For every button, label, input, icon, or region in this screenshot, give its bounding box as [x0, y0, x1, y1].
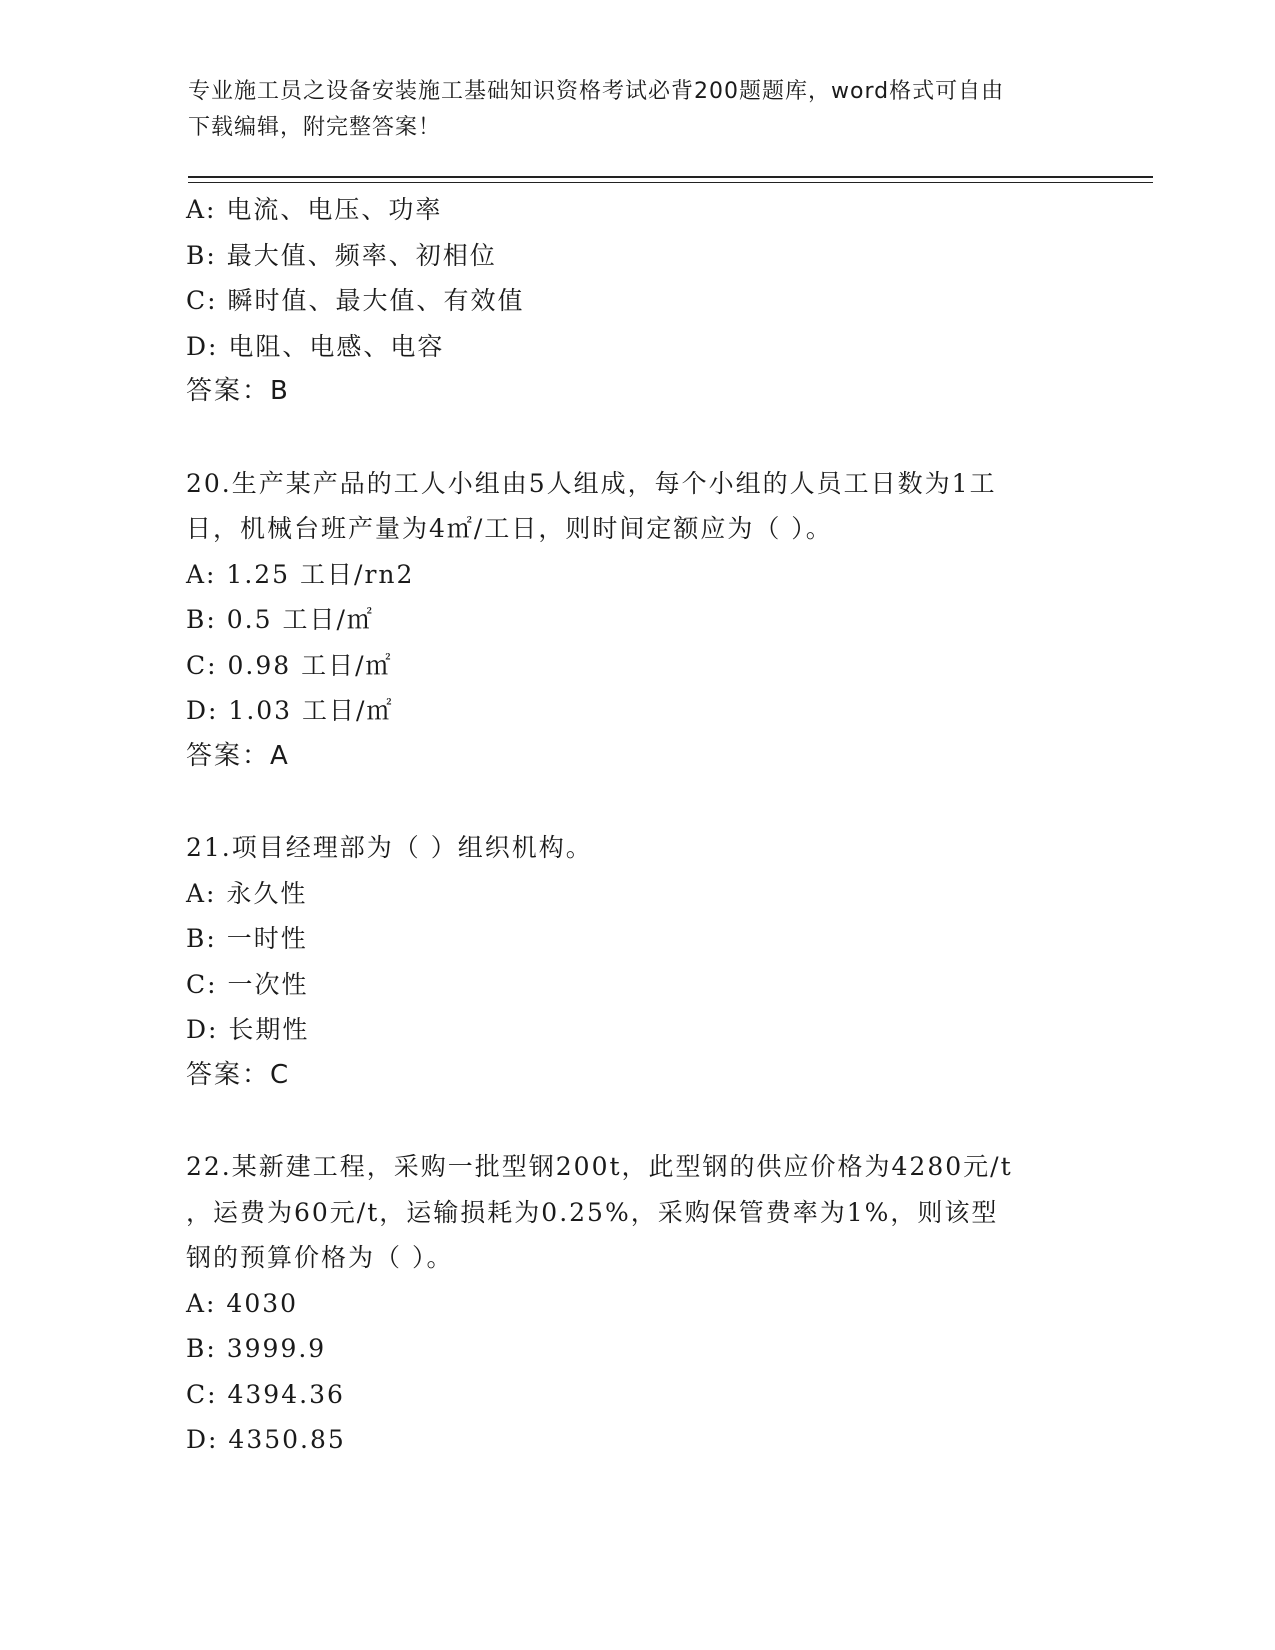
option-a: A: 电流、电压、功率 [186, 195, 443, 224]
question-text-line: 钢的预算价格为（ ）。 [186, 1243, 454, 1272]
answer: 答案：C [186, 1059, 291, 1090]
question-21 [186, 825, 1086, 1098]
question-text [186, 461, 1086, 552]
option-a: A: 4030 [186, 1288, 299, 1318]
question-text-line: 日，机械台班产量为4㎡/工日，则时间定额应为（ ）。 [186, 514, 833, 543]
option-d: D: 长期性 [186, 1015, 310, 1044]
option-b: B: 0.5 工日/㎡ [186, 605, 374, 634]
option-b: B: 3999.9 [186, 1334, 327, 1363]
option-a: A: 1.25 工日/rn2 [186, 559, 415, 589]
answer: 答案：A [186, 740, 290, 771]
question-content [186, 187, 1086, 1463]
option-c: C: 一次性 [186, 969, 309, 999]
question-20 [186, 461, 1086, 780]
header-line-2: 下载编辑，附完整答案！ [188, 115, 442, 140]
option-d: D: 电阻、电感、电容 [186, 331, 445, 361]
option-c: C: 4394.36 [186, 1379, 345, 1409]
header-line-1: 专业施工员之设备安装施工基础知识资格考试必背200题题库，word格式可自由 [188, 79, 1005, 104]
question-text-line: 20.生产某产品的工人小组由5人组成，每个小组的人员工日数为1工 [186, 468, 997, 498]
option-a: A: 永久性 [186, 878, 308, 908]
question-text-line: ，运费为60元/t，运输损耗为0.25%，采购保管费率为1%，则该型 [186, 1197, 999, 1227]
option-d: D: 1.03 工日/㎡ [186, 696, 394, 725]
question-text-line: 21.项目经理部为（ ）组织机构。 [186, 833, 593, 862]
question-text [186, 825, 1086, 871]
answer: 答案：B [186, 376, 290, 406]
option-c: C: 0.98 工日/㎡ [186, 650, 393, 680]
option-b: B: 一时性 [186, 924, 308, 953]
option-d: D: 4350.85 [186, 1425, 346, 1454]
header-divider [188, 176, 1153, 178]
option-b: B: 最大值、频率、初相位 [186, 240, 497, 270]
header-divider-thin [188, 182, 1153, 183]
document-header [188, 74, 1068, 146]
option-c: C: 瞬时值、最大值、有效值 [186, 286, 525, 315]
question-text-line: 22.某新建工程，采购一批型钢200t，此型钢的供应价格为4280元/t [186, 1152, 1013, 1181]
question-22 [186, 1144, 1086, 1463]
question-19-continued [186, 187, 1086, 415]
question-text [186, 1144, 1086, 1281]
